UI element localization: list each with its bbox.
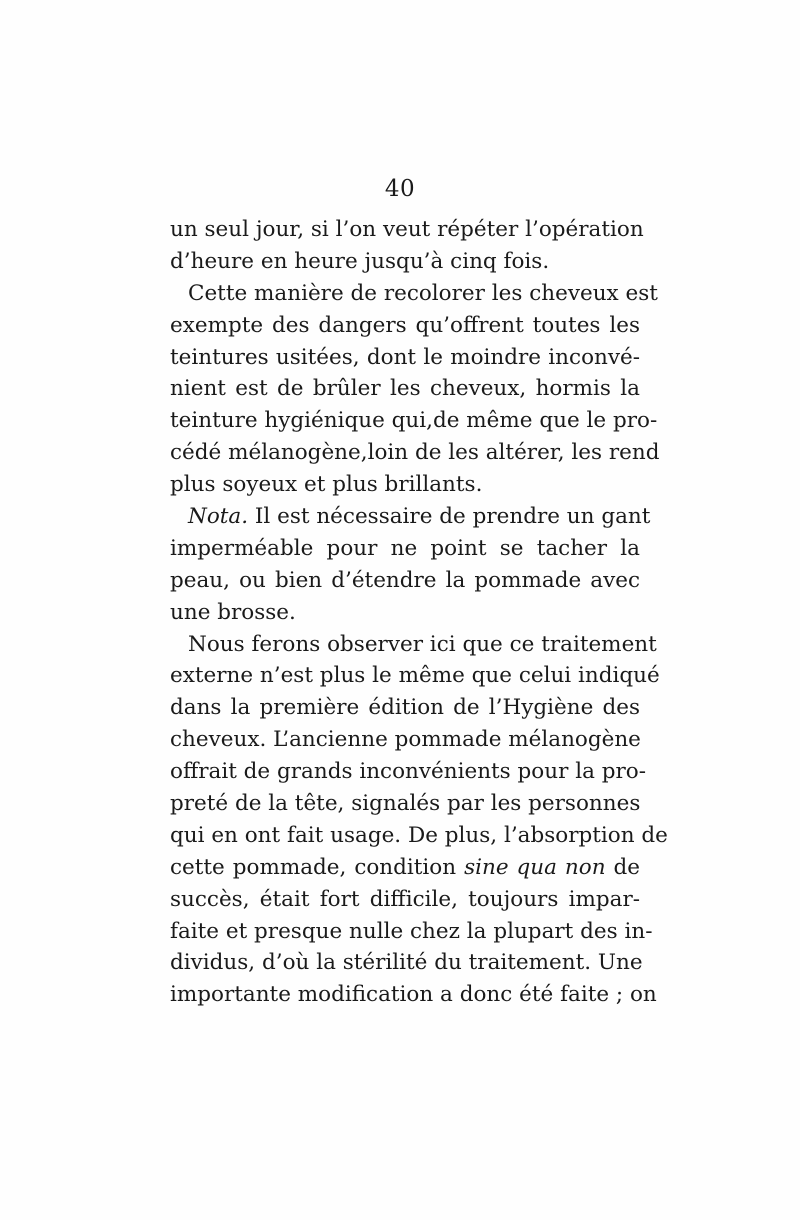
text-line <box>170 756 646 788</box>
line-text: plus soyeux et plus brillants. <box>170 472 483 498</box>
text-line <box>170 947 643 979</box>
line-text: externe n’est plus le même que celui indiqué <box>170 663 660 689</box>
text-line <box>170 214 644 246</box>
line-text: Il est nécessaire de prendre un gant <box>248 504 651 530</box>
line-text-after: de <box>605 854 640 880</box>
line-text: un seul jour, si l’on veut répéter l’opération <box>170 217 644 242</box>
text-line <box>170 979 657 1011</box>
line-text: exempte des dangers qu’offrent toutes les <box>170 312 640 338</box>
body-text <box>170 214 668 1011</box>
line-text: cheveux. L’ancienne pommade mélanogène <box>170 727 641 753</box>
text-line <box>170 597 640 629</box>
text-line <box>170 342 640 374</box>
text-line <box>170 852 640 884</box>
text-line <box>170 660 660 692</box>
text-line <box>170 501 651 533</box>
italic-phrase: sine qua non <box>464 854 606 880</box>
line-text: imperméable pour ne point se tacher la <box>170 535 640 561</box>
line-text: qui en ont fait usage. De plus, l’absorption de <box>170 822 668 848</box>
line-text: peau, ou bien d’étendre la pommade avec <box>170 567 640 593</box>
line-text: une brosse. <box>170 599 296 625</box>
text-line <box>170 533 640 565</box>
text-line <box>170 246 640 278</box>
line-text: preté de la tête, signalés par les personnes <box>170 791 641 817</box>
text-line <box>170 820 668 852</box>
text-line <box>170 405 658 437</box>
text-line <box>170 565 640 597</box>
line-text: Nous ferons observer ici que ce traitement <box>188 631 657 657</box>
line-text: cédé mélanogène,loin de les altérer, les rend <box>170 440 660 466</box>
line-text: d’heure en heure jusqu’à cinq fois. <box>170 248 550 274</box>
line-text: importante modification a donc été faite ; on <box>170 982 657 1008</box>
text-line <box>170 724 640 756</box>
line-text: faite et presque nulle chez la plupart des in- <box>170 918 653 944</box>
text-line <box>170 310 640 342</box>
text-line <box>170 437 660 469</box>
text-line <box>170 278 658 310</box>
line-text: teinture hygiénique qui,de même que le pro- <box>170 408 658 434</box>
text-line <box>170 469 640 501</box>
line-text: cette pommade, condition <box>170 854 465 880</box>
line-text: succès, était fort difficile, toujours impar- <box>170 886 640 912</box>
text-line <box>170 916 653 948</box>
line-text: offrait de grands inconvénients pour la pro- <box>170 759 646 785</box>
text-line <box>170 692 640 724</box>
line-text: dans la première édition de l’Hygiène des <box>170 695 640 721</box>
text-line <box>170 373 640 405</box>
italic-word: Nota. <box>188 504 249 530</box>
text-line <box>170 629 657 661</box>
text-line <box>170 788 640 820</box>
line-text: teintures usitées, dont le moindre inconvé- <box>170 344 640 370</box>
line-text: Cette manière de recolorer les cheveux est <box>188 280 658 306</box>
line-text: nient est de brûler les cheveux, hormis la <box>170 376 640 402</box>
line-text: dividus, d’où la stérilité du traitement. Une <box>170 950 643 976</box>
text-line <box>170 884 640 916</box>
page-number: 40 <box>384 176 416 202</box>
